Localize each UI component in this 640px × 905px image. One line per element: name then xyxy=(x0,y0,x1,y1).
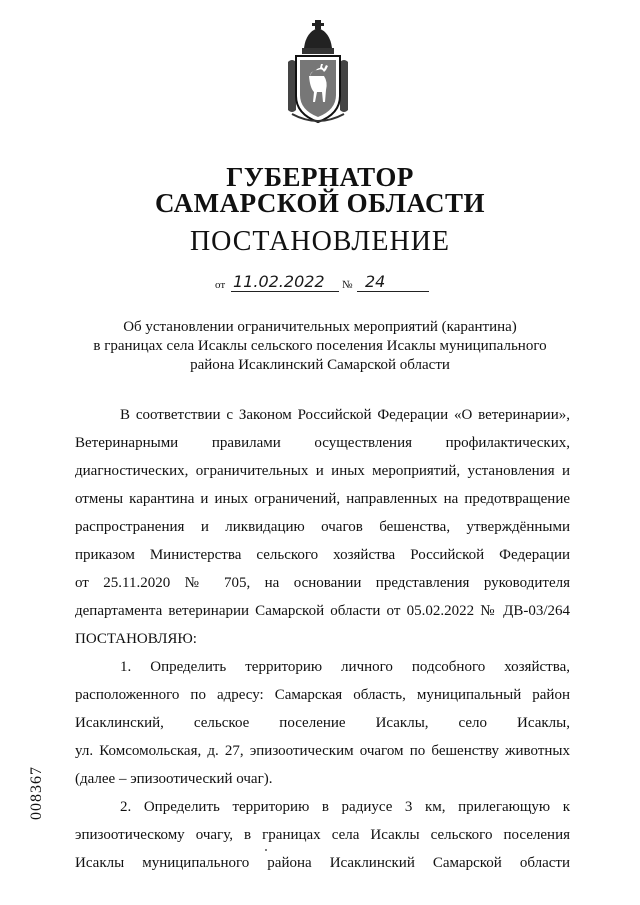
date-label: от xyxy=(215,279,226,291)
item-line: эпизоотическому очагу, в границах села Исаклы сельского поселения xyxy=(75,827,570,843)
number-value: 24 xyxy=(365,272,386,291)
issuer-title-region: САМАРСКОЙ ОБЛАСТИ xyxy=(154,188,486,218)
date-value: 11.02.2022 xyxy=(233,272,325,291)
item-line: Исаклы муниципального района Исаклинский Самарской области xyxy=(75,855,570,871)
body-line: отмены карантина и иных ограничений, направленных на предотвращение xyxy=(75,491,570,507)
side-serial-number: 008367 xyxy=(28,766,45,820)
body-line: приказом Министерства сельского хозяйства Российской Федерации xyxy=(75,547,570,563)
resolution-word: ПОСТАНОВЛЯЮ: xyxy=(75,631,197,647)
item-line: 2. Определить территорию в радиусе 3 км, прилегающую к xyxy=(120,799,570,815)
date-underline xyxy=(231,291,339,292)
body-line: Ветеринарными правилами осуществления профилактических, xyxy=(75,435,570,451)
item-line: ул. Комсомольская, д. 27, эпизоотическим очагом по бешенству животных xyxy=(75,743,570,759)
samara-coat-of-arms-icon xyxy=(282,18,354,126)
body-line: от 25.11.2020 № 705, на основании представления руководителя xyxy=(75,575,570,591)
issuer-title: ГУБЕРНАТОР xyxy=(226,162,414,192)
scan-speck xyxy=(265,849,267,851)
number-underline xyxy=(357,291,429,292)
document-type: ПОСТАНОВЛЕНИЕ xyxy=(189,226,451,257)
item-line: Исаклинский, сельское поселение Исаклы, село Исаклы, xyxy=(75,715,570,731)
registration-line xyxy=(215,272,445,294)
subject-line: района Исаклинский Самарской области xyxy=(190,357,450,373)
document-subject xyxy=(0,318,640,375)
item-line: 1. Определить территорию личного подсобного хозяйства, xyxy=(120,659,570,675)
body-line: распространения и ликвидацию очагов бешенства, утверждёнными xyxy=(75,519,570,535)
body-line: диагностических, ограничительных и иных мероприятий, установления и xyxy=(75,463,570,479)
subject-line: Об установлении ограничительных мероприятий (карантина) xyxy=(123,319,517,335)
item-line: расположенного по адресу: Самарская область, муниципальный район xyxy=(75,687,570,703)
item-line: (далее – эпизоотический очаг). xyxy=(75,771,273,787)
body-line: В соответствии с Законом Российской Федерации «О ветеринарии», xyxy=(120,407,570,423)
number-label: № xyxy=(342,279,353,291)
document-body xyxy=(75,401,570,877)
body-line: департамента ветеринарии Самарской области от 05.02.2022 № ДВ-03/264 xyxy=(75,603,570,619)
subject-line: в границах села Исаклы сельского поселения Исаклы муниципального xyxy=(93,338,547,354)
